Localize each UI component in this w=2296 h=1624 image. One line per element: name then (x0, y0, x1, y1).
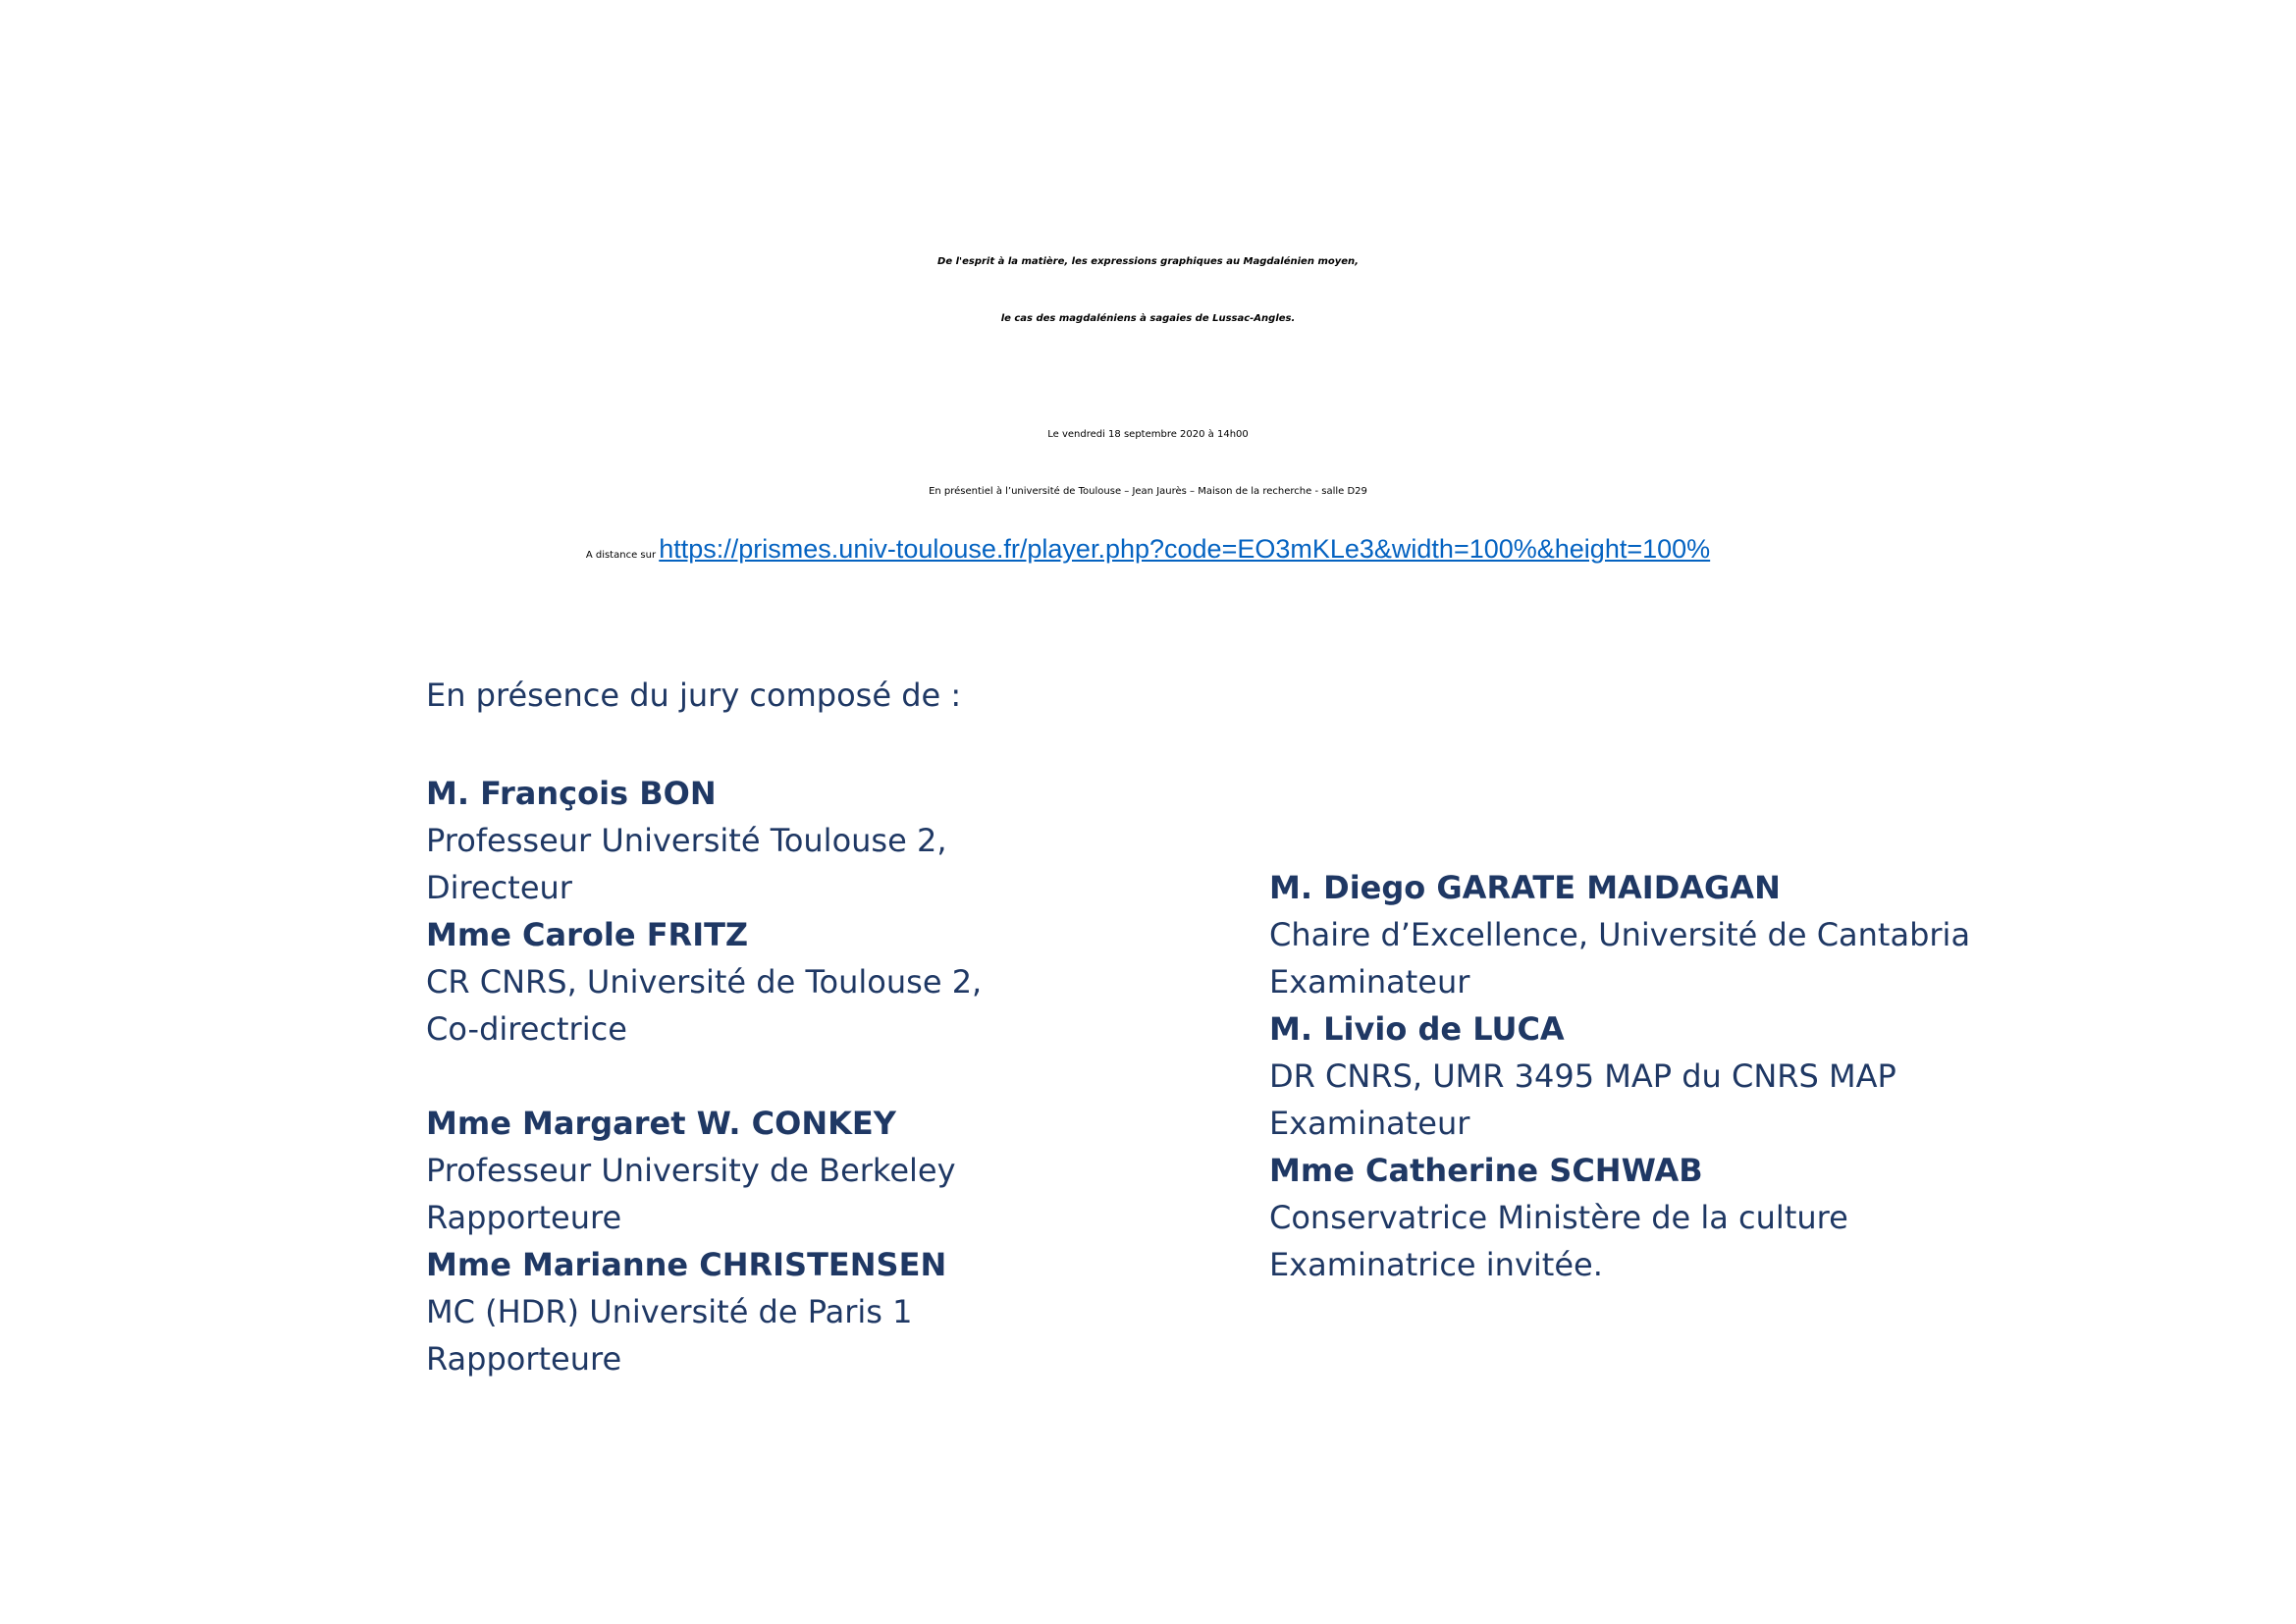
spacer (426, 1053, 982, 1100)
jury-member-detail: MC (HDR) Université de Paris 1 (426, 1293, 913, 1330)
event-location: En présentiel à l’université de Toulouse – Jean Jaurès – Maison de la recherche - salle D29 (929, 486, 1367, 497)
jury-column-right (1269, 864, 1970, 1288)
jury-member-detail: CR CNRS, Université de Toulouse 2, (426, 963, 983, 1001)
jury-member-role: Examinateur (1269, 1105, 1470, 1142)
jury-member-name: M. Livio de LUCA (1269, 1010, 1565, 1048)
jury-member-role: Examinateur (1269, 963, 1470, 1001)
jury-member-role: Directeur (426, 869, 572, 906)
jury-member-detail: Professeur Université Toulouse 2, (426, 822, 947, 859)
jury-member-detail: Professeur University de Berkeley (426, 1152, 956, 1189)
jury-member-detail: Chaire d’Excellence, Université de Cantabria (1269, 916, 1971, 953)
event-remote (0, 536, 2296, 563)
title-line-1: De l'esprit à la matière, les expressions graphiques au Magdalénien moyen, (937, 256, 1359, 267)
jury-member-role: Rapporteure (426, 1199, 622, 1236)
jury-member-role: Co-directrice (426, 1010, 627, 1048)
jury-member-name: M. Diego GARATE MAIDAGAN (1269, 869, 1781, 906)
remote-label: A distance sur (585, 550, 657, 561)
jury-member-role: Examinatrice invitée. (1269, 1246, 1603, 1283)
jury-member-detail: DR CNRS, UMR 3495 MAP du CNRS MAP (1269, 1057, 1896, 1095)
jury-member-detail: Conservatrice Ministère de la culture (1269, 1199, 1848, 1236)
title-line-2: le cas des magdaléniens à sagaies de Lussac-Angles. (1000, 313, 1296, 324)
event-date: Le vendredi 18 septembre 2020 à 14h00 (1047, 429, 1249, 440)
jury-intro: En présence du jury composé de : (426, 677, 962, 714)
jury-member-role: Rapporteure (426, 1340, 622, 1378)
jury-member-name: Mme Carole FRITZ (426, 916, 749, 953)
jury-member-name: Mme Marianne CHRISTENSEN (426, 1246, 947, 1283)
jury-column-left (426, 770, 982, 1382)
jury-member-name: Mme Margaret W. CONKEY (426, 1105, 896, 1142)
remote-link[interactable]: https://prismes.univ-toulouse.fr/player.php?code=EO3mKLe3&width=100%&height=100% (659, 534, 1711, 564)
jury-member-name: Mme Catherine SCHWAB (1269, 1152, 1703, 1189)
jury-member-name: M. François BON (426, 775, 717, 812)
